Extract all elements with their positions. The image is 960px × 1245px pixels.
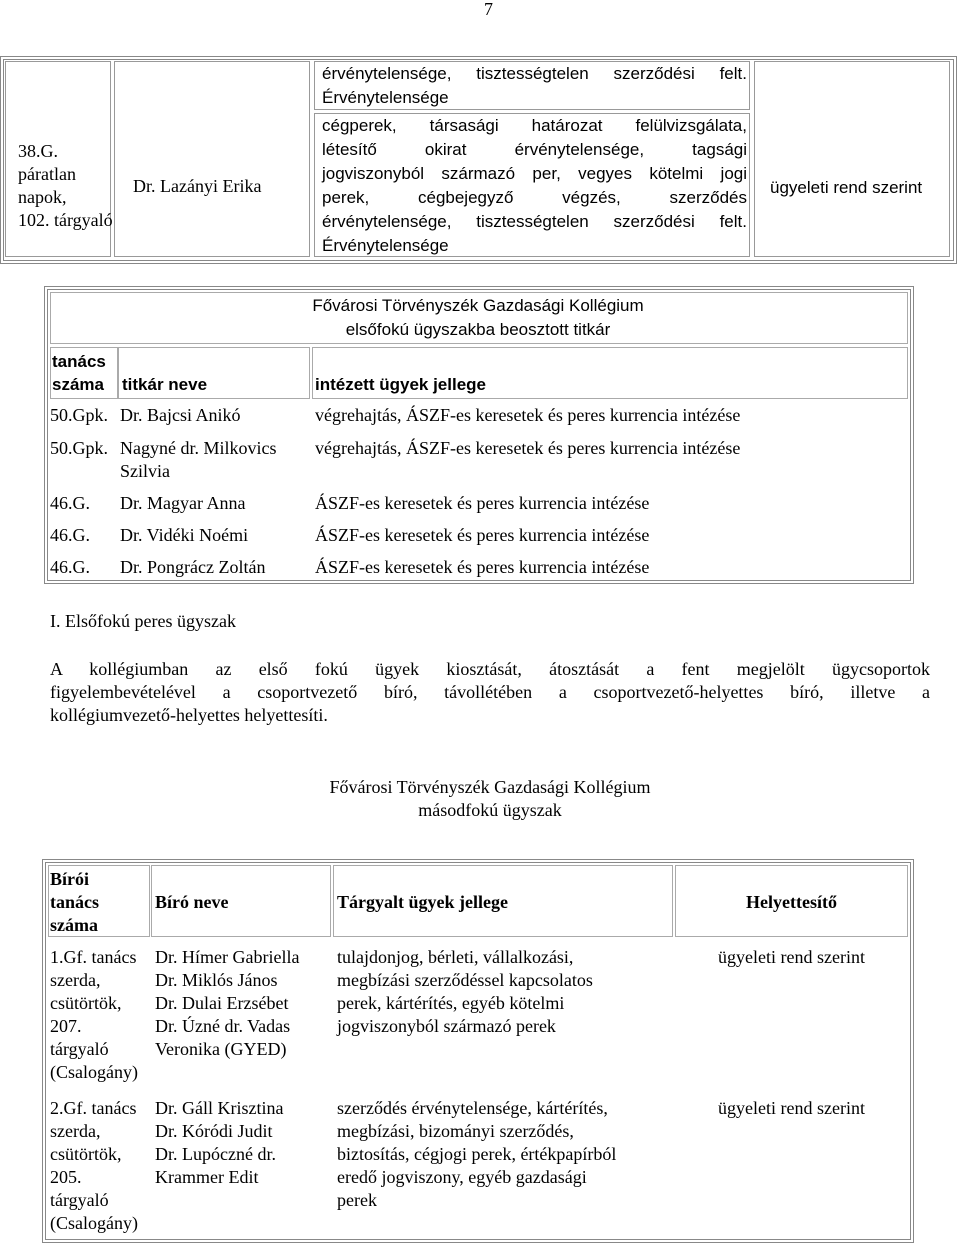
row-name: Dr. Magyar Anna: [120, 493, 246, 513]
room-info: 38.G. páratlan napok, 102. tárgyaló: [18, 141, 113, 230]
substitute-text: ügyeleti rend szerint: [770, 178, 923, 197]
row-council: 46.G.: [50, 493, 90, 513]
judge-name: Dr. Lazányi Erika: [133, 176, 262, 196]
row-council: 50.Gpk.: [50, 405, 108, 425]
row1-judges: Dr. Hímer Gabriella Dr. Miklós János Dr. Dulai Erzsébet Dr. Úzné dr. Vadas Veronika (GYED): [155, 947, 300, 1059]
row-type: ÁSZF-es keresetek és peres kurrencia intézése: [315, 493, 650, 513]
row-name-line2: Szilvia: [120, 461, 170, 481]
second-title: Fővárosi Törvényszék Gazdasági Kollégium másodfokú ügyszak: [329, 777, 651, 820]
row1-substitute: ügyeleti rend szerint: [718, 947, 865, 967]
section-paragraph: A kollégiumban az első fokú ügyek kiosztását, átosztását a fent megjelölt ügycsoportok figyelembevételével a csoportvezető bíró, távollétében a csoportvezető-helyettes bíró, illetve a kollégiumvezető-helyettes helyettesíti.: [50, 659, 930, 725]
substitute-cell: [754, 61, 950, 257]
header-type: Tárgyalt ügyek jellege: [337, 892, 508, 912]
row-council: 50.Gpk.: [50, 438, 108, 458]
header-council: Bírói tanács száma: [50, 869, 99, 935]
row2-judges: Dr. Gáll Krisztina Dr. Kóródi Judit Dr. Lupóczné dr. Krammer Edit: [155, 1098, 284, 1187]
header-judge: Bíró neve: [155, 892, 229, 912]
secretary-title: Fővárosi Törvényszék Gazdasági Kollégium elsőfokú ügyszakba beosztott titkár: [312, 296, 644, 339]
row-name: Dr. Vidéki Noémi: [120, 525, 249, 545]
header-name: titkár neve: [122, 375, 208, 394]
row1-council: 1.Gf. tanács szerda, csütörtök, 207. tárgyaló (Csalogány): [50, 947, 138, 1082]
row-council: 46.G.: [50, 525, 90, 545]
page-number: 7: [484, 0, 493, 19]
row-council: 46.G.: [50, 557, 90, 577]
header-council: tanács száma: [52, 352, 106, 394]
row2-council: 2.Gf. tanács szerda, csütörtök, 205. tárgyaló (Csalogány): [50, 1098, 138, 1233]
case-type-text-2: cégperek, társasági határozat felülvizsgálata, létesítő okirat érvénytelensége, tagsági jogviszonyból származó per, vegyes kötelmi jogi perek, cégbejegyző végzés, szerződés érvénytelensége, tisztességtelen szerződési felt. Érvénytelensége: [322, 116, 747, 255]
row-name: Dr. Pongrácz Zoltán: [120, 557, 266, 577]
judge-cell: [114, 61, 310, 257]
header-substitute: Helyettesítő: [746, 892, 837, 912]
row2-type: szerződés érvénytelensége, kártérítés, megbízási, bizományi szerződés, biztosítás, cégjogi perek, értékpapírból eredő jogviszony, egyéb gazdasági perek: [337, 1098, 617, 1210]
row-type: végrehajtás, ÁSZF-es keresetek és peres kurrencia intézése: [315, 438, 741, 458]
row-type: ÁSZF-es keresetek és peres kurrencia intézése: [315, 557, 650, 577]
row-type: ÁSZF-es keresetek és peres kurrencia intézése: [315, 525, 650, 545]
row-name: Dr. Bajcsi Anikó: [120, 405, 241, 425]
row2-substitute: ügyeleti rend szerint: [718, 1098, 865, 1118]
case-type-text-1: érvénytelensége, tisztességtelen szerződési felt. Érvénytelensége: [322, 64, 747, 107]
header-type: intézett ügyek jellege: [315, 375, 486, 394]
row-name: Nagyné dr. Milkovics: [120, 438, 277, 458]
row1-type: tulajdonjog, bérleti, vállalkozási, megbízási szerződéssel kapcsolatos perek, kártérítés, egyéb kötelmi jogviszonyból származó perek: [337, 947, 593, 1036]
section-heading: I. Elsőfokú peres ügyszak: [50, 611, 236, 631]
row-type: végrehajtás, ÁSZF-es keresetek és peres kurrencia intézése: [315, 405, 741, 425]
